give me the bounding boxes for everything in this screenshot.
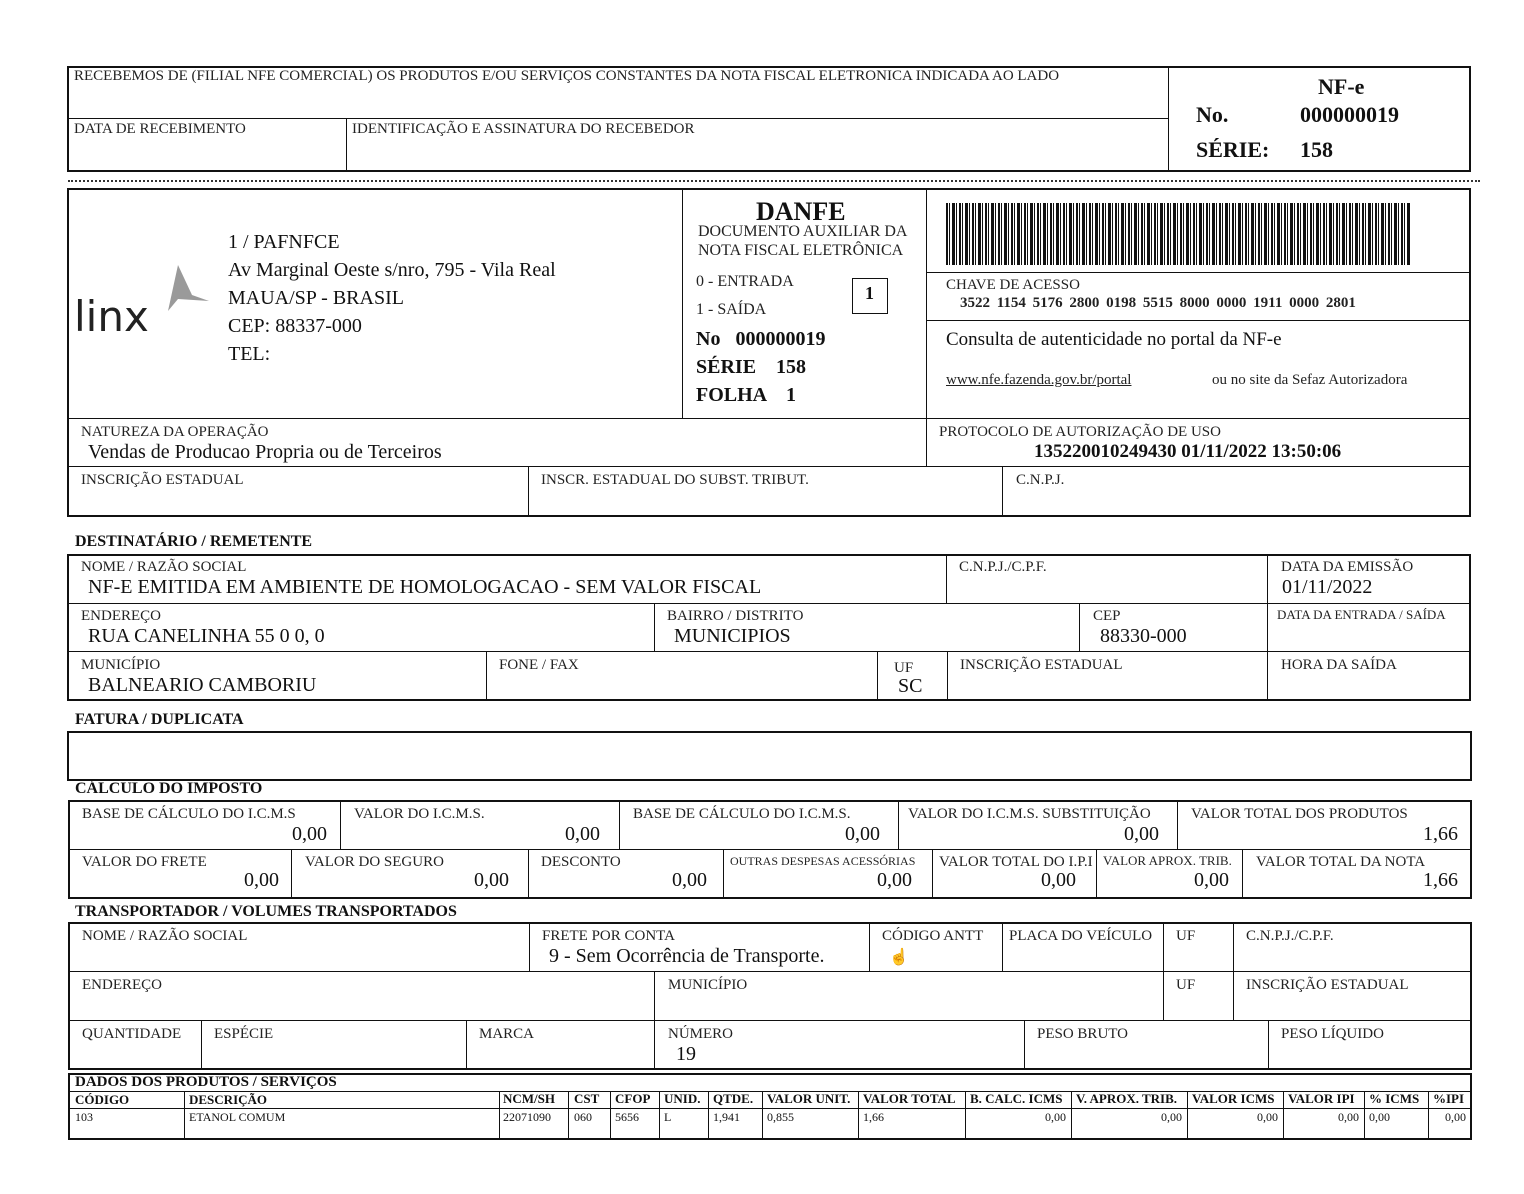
chave-value: 3522 1154 5176 2800 0198 5515 8000 0000 1911 0000 2801 [960,295,1356,311]
col-header: V. APROX. TRIB. [1076,1091,1178,1106]
imposto-label: BASE DE CÁLCULO DO I.C.M.S. [633,806,851,822]
dest-emissao-value: 01/11/2022 [1282,576,1373,598]
imposto-value: 0,00 [1194,869,1229,891]
divider [723,849,724,898]
divider [499,1091,500,1139]
imposto-value: 0,00 [877,869,912,891]
produtos-section: DADOS DOS PRODUTOS / SERVIÇOS [75,1074,337,1090]
divider [1364,1091,1365,1139]
divider [68,118,1168,119]
divider [932,849,933,898]
col-header: %IPI [1433,1091,1465,1106]
divider [682,189,683,418]
divider [568,1091,569,1139]
divider [947,651,948,700]
imposto-label: VALOR DO I.C.M.S. SUBSTITUIÇÃO [908,806,1151,822]
destinatario-section: DESTINATÁRIO / REMETENTE [75,533,313,550]
imposto-label: VALOR DO SEGURO [305,854,444,870]
dest-endereco-label: ENDEREÇO [81,608,161,624]
portal-link[interactable]: www.nfe.fazenda.gov.br/portal [946,372,1132,388]
emitente-line2: Av Marginal Oeste s/nro, 795 - Vila Real [228,259,556,281]
transp-numero-value: 19 [676,1043,696,1065]
divider [926,272,1470,273]
linx-logo [74,255,214,345]
nfe-serie-value: 158 [1300,137,1333,162]
table-cell: 0,00 [1445,1110,1466,1124]
divider [291,849,292,898]
divider [1233,923,1234,1020]
dest-municipio-value: BALNEARIO CAMBORIU [88,674,317,696]
divider [69,1108,1471,1109]
ie-label: INSCRIÇÃO ESTADUAL [81,472,244,488]
table-cell: L [664,1110,672,1124]
imposto-label: DESCONTO [541,854,621,870]
sefaz-text: ou no site da Sefaz Autorizadora [1212,372,1408,388]
cnpj-label: C.N.P.J. [1016,472,1065,488]
divider [346,118,347,171]
col-header: QTDE. [713,1091,754,1106]
transp-antt-label: CÓDIGO ANTT [882,928,984,944]
imposto-label: VALOR APROX. TRIB. [1103,853,1232,868]
divider [528,467,529,516]
table-cell: 103 [75,1110,93,1124]
transp-frete-value: 9 - Sem Ocorrência de Transporte. [549,945,825,967]
transp-placa-label: PLACA DO VEÍCULO [1009,928,1153,944]
imposto-value: 0,00 [1041,869,1076,891]
divider [877,651,878,700]
divider [486,651,487,700]
dest-nome-label: NOME / RAZÃO SOCIAL [81,559,247,575]
emitente-line4: CEP: 88337-000 [228,315,362,337]
identificacao-label: IDENTIFICAÇÃO E ASSINATURA DO RECEBEDOR [352,121,695,137]
ie-st-label: INSCR. ESTADUAL DO SUBST. TRIBUT. [541,472,809,488]
dest-bairro-value: MUNICIPIOS [674,625,791,647]
divider [69,849,1471,850]
col-header: % ICMS [1369,1091,1420,1106]
divider [528,849,529,898]
dest-bairro-label: BAIRRO / DISTRITO [667,608,804,624]
divider [1002,467,1003,516]
emitente-line5: TEL: [228,343,271,365]
col-header: UNID. [664,1091,701,1106]
transp-municipio-label: MUNICÍPIO [668,977,748,993]
col-header: B. CALC. ICMS [970,1091,1063,1106]
data-recebimento-label: DATA DE RECEBIMENTO [74,121,246,137]
col-header: CST [574,1091,600,1106]
table-cell: 0,00 [1369,1110,1390,1124]
col-header: VALOR ICMS [1192,1091,1275,1106]
divider [466,1020,467,1069]
divider [869,923,870,971]
danfe-serie: SÉRIE 158 [696,356,807,378]
divider [1024,1020,1025,1069]
imposto-value: 0,00 [244,869,279,891]
divider [68,651,1470,652]
divider [1163,923,1164,1020]
transp-uf-label: UF [1176,928,1196,944]
divider [529,923,530,971]
transp-quantidade-label: QUANTIDADE [82,1026,182,1042]
danfe-sub2: NOTA FISCAL ELETRÔNICA [698,242,904,259]
nfe-serie-label: SÉRIE: [1196,137,1270,162]
dest-ie-label: INSCRIÇÃO ESTADUAL [960,657,1123,673]
emitente-line1: 1 / PAFNFCE [228,231,340,253]
fatura-box [67,731,1472,781]
dest-hora-label: HORA DA SAÍDA [1281,657,1397,673]
divider [1268,1020,1269,1069]
transp-uf2-label: UF [1176,977,1196,993]
table-cell: 0,00 [1161,1110,1182,1124]
divider [965,1091,966,1139]
nfe-no-label: No. [1196,102,1229,127]
imposto-value: 0,00 [292,823,327,845]
divider [858,1091,859,1139]
imposto-value: 1,66 [1423,869,1458,891]
divider [1071,1091,1072,1139]
divider [708,1091,709,1139]
emitente-line3: MAUA/SP - BRASIL [228,287,404,309]
natureza-label: NATUREZA DA OPERAÇÃO [81,424,269,440]
cut-line [68,180,1480,182]
table-cell: ETANOL COMUM [189,1110,286,1124]
imposto-value: 0,00 [845,823,880,845]
nfe-title: NF-e [1318,74,1365,99]
table-cell: 1,941 [713,1110,740,1124]
imposto-value: 0,00 [672,869,707,891]
divider [69,1020,1471,1021]
table-cell: 5656 [615,1110,639,1124]
transp-endereco-label: ENDEREÇO [82,977,162,993]
imposto-value: 1,66 [1423,823,1458,845]
linx-logo-text: linx [74,292,149,341]
transportador-section: TRANSPORTADOR / VOLUMES TRANSPORTADOS [75,903,457,920]
table-cell: 0,00 [1338,1110,1359,1124]
divider [201,1020,202,1069]
col-header: VALOR UNIT. [767,1091,851,1106]
transp-nome-label: NOME / RAZÃO SOCIAL [82,928,248,944]
divider [762,1091,763,1139]
divider [1079,603,1080,651]
transp-frete-label: FRETE POR CONTA [542,928,675,944]
divider [1187,1091,1188,1139]
dest-cnpj-label: C.N.P.J./C.P.F. [959,559,1047,575]
imposto-label: BASE DE CÁLCULO DO I.C.M.S [82,806,296,822]
table-cell: 0,00 [1045,1110,1066,1124]
barcode [946,203,1410,265]
divider [1002,923,1003,971]
recebemos-text: RECEBEMOS DE (FILIAL NFE COMERCIAL) OS PRODUTOS E/OU SERVIÇOS CONSTANTES DA NOTA FISCAL ELETRONICA INDICADA AO LADO [74,68,1060,84]
divider [654,971,655,1069]
divider [68,603,1470,604]
table-cell: 060 [574,1110,592,1124]
col-header: CFOP [615,1091,651,1106]
divider [184,1091,185,1139]
danfe-title: DANFE [756,197,846,226]
transp-numero-label: NÚMERO [668,1026,734,1042]
consulta-text: Consulta de autenticidade no portal da NF-e [946,329,1282,350]
imposto-value: 0,00 [474,869,509,891]
imposto-label: VALOR TOTAL DOS PRODUTOS [1191,806,1408,822]
imposto-section: CÁLCULO DO IMPOSTO [75,780,263,797]
dest-fone-label: FONE / FAX [499,657,579,673]
dest-nome-value: NF-E EMITIDA EM AMBIENTE DE HOMOLOGACAO - SEM VALOR FISCAL [88,576,762,598]
transp-especie-label: ESPÉCIE [214,1026,274,1042]
divider [340,801,341,849]
natureza-value: Vendas de Producao Propria ou de Terceiros [88,441,442,463]
transp-peso-bruto-label: PESO BRUTO [1037,1026,1128,1042]
transp-peso-liquido-label: PESO LÍQUIDO [1281,1026,1384,1042]
divider [926,320,1470,321]
chave-label: CHAVE DE ACESSO [946,277,1080,293]
divider [68,418,1470,419]
col-header: DESCRIÇÃO [189,1092,268,1107]
danfe-entrada: 0 - ENTRADA [696,273,794,290]
imposto-value: 0,00 [565,823,600,845]
divider [69,971,1471,972]
dest-endereco-value: RUA CANELINHA 55 0 0, 0 [88,625,325,647]
table-cell: 1,66 [863,1110,884,1124]
col-header: CÓDIGO [75,1092,130,1107]
col-header: VALOR TOTAL [863,1091,956,1106]
danfe-sub1: DOCUMENTO AUXILIAR DA [698,223,908,240]
divider [659,1091,660,1139]
divider [1177,801,1178,849]
dest-uf-value: SC [898,675,923,697]
divider [926,189,927,467]
dest-emissao-label: DATA DA EMISSÃO [1281,559,1414,575]
divider [898,801,899,849]
divider [619,801,620,849]
col-header: NCM/SH [503,1091,555,1106]
table-cell: 0,00 [1257,1110,1278,1124]
danfe-saida: 1 - SAÍDA [696,301,767,318]
table-cell: 22071090 [503,1110,551,1124]
divider [654,603,655,651]
divider [1242,849,1243,898]
hand-cursor-icon: ☝ [889,949,909,966]
divider [1096,849,1097,898]
dest-entrada-saida-label: DATA DA ENTRADA / SAÍDA [1277,607,1446,622]
fatura-section: FATURA / DUPLICATA [75,711,244,728]
divider [1267,555,1268,700]
nfe-no-value: 000000019 [1300,102,1399,127]
danfe-folha: FOLHA 1 [696,384,797,406]
imposto-label: VALOR DO I.C.M.S. [354,806,485,822]
imposto-label: VALOR DO FRETE [82,854,207,870]
dest-municipio-label: MUNICÍPIO [81,657,161,673]
danfe-no: No 000000019 [696,328,826,350]
divider [68,466,1470,467]
divider [946,555,947,603]
imposto-value: 0,00 [1124,823,1159,845]
imposto-label: VALOR TOTAL DO I.P.I [939,854,1093,870]
divider [1168,67,1169,171]
divider [610,1091,611,1139]
divider [1283,1091,1284,1139]
dest-uf-label: UF [894,660,914,676]
dest-cep-label: CEP [1093,608,1121,624]
divider [1428,1091,1429,1139]
tipo-value: 1 [865,283,874,303]
col-header: VALOR IPI [1288,1091,1355,1106]
table-cell: 0,855 [767,1110,794,1124]
protocolo-label: PROTOCOLO DE AUTORIZAÇÃO DE USO [939,424,1221,440]
transp-cnpj-label: C.N.P.J./C.P.F. [1246,928,1334,944]
transp-ie-label: INSCRIÇÃO ESTADUAL [1246,977,1409,993]
protocolo-value: 135220010249430 01/11/2022 13:50:06 [1034,441,1342,462]
imposto-label: OUTRAS DESPESAS ACESSÓRIAS [730,854,916,868]
imposto-label: VALOR TOTAL DA NOTA [1256,854,1426,870]
transp-marca-label: MARCA [479,1026,535,1042]
dest-cep-value: 88330-000 [1100,625,1187,647]
